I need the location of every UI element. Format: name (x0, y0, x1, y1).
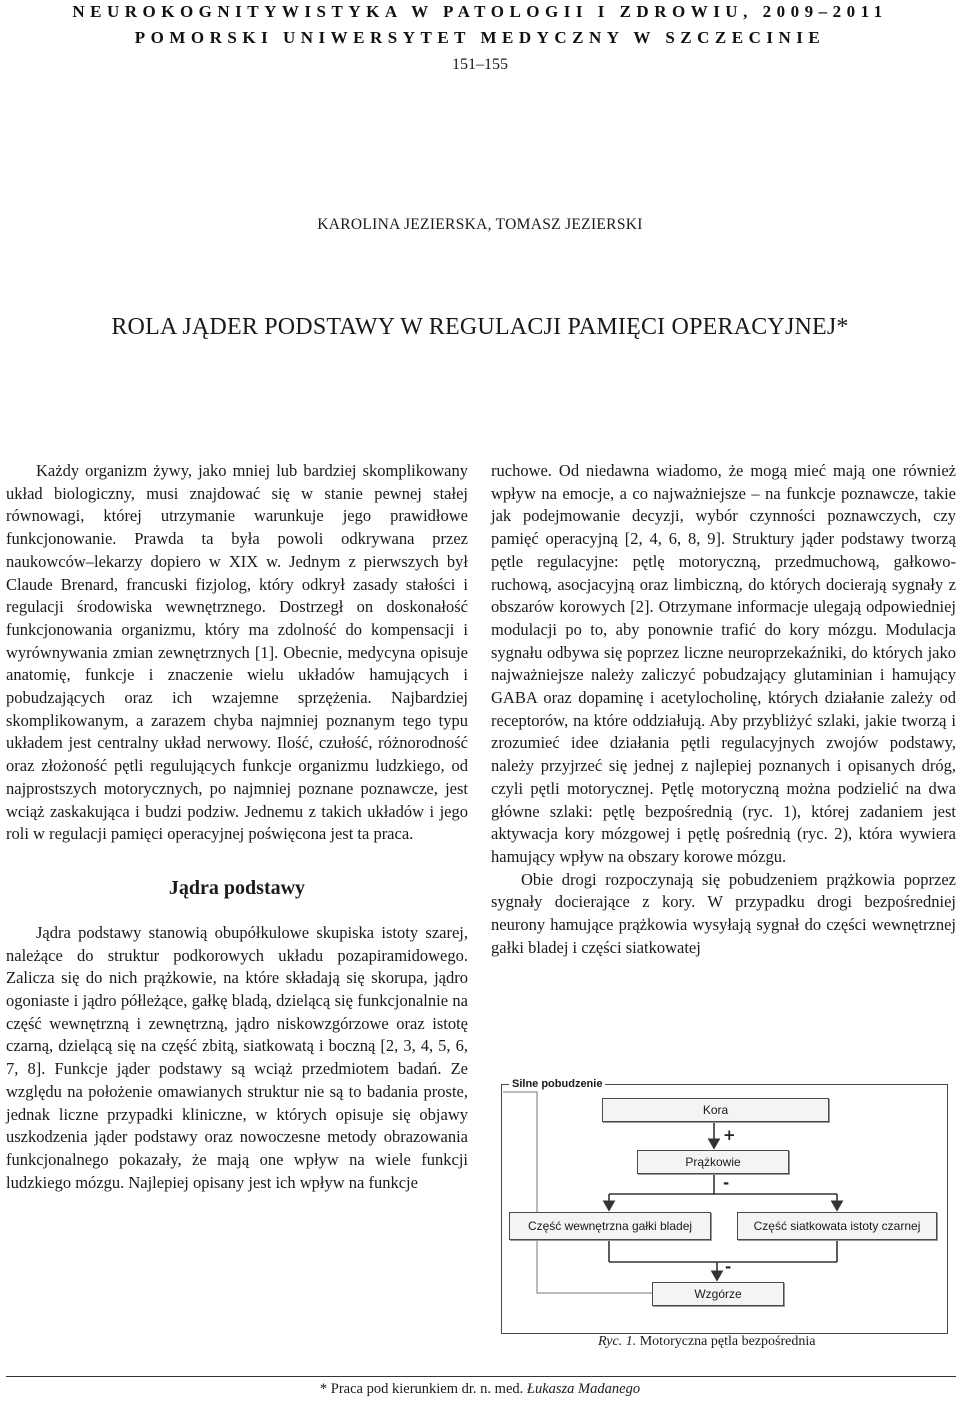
box-striatum: Prążkowie (637, 1150, 789, 1174)
right-column (491, 460, 956, 959)
box-globus-pallidus-internal: Część wewnętrzna gałki bladej (509, 1212, 711, 1240)
continuation-paragraph: ruchowe. Od niedawna wiadomo, że mogą mieć mają one również wpływ na emocje, a co najważniejsze – na funkcje poznawcze, takie jak podejmowanie decyzji, wybór czynności poznawczych, czy pamięć operacyjną [2, 4, 6, 8, 9]. Struktury jąder podstawy tworzą pętle regulacyjne: pętlę motoryczną, przedmuchową, gałkowo-ruchową, asocjacyjną oraz limbiczną, do których docierają sygnały z obszarów korowych [2]. Otrzymane informacje ulegają odpowiedniej modulacji po to, aby ponownie trafić do kory mózgu. Modulacja sygnału odbywa się poprzez liczne neuroprzekaźniki, do których jako najważniejsze należy zaliczyć pobudzający glutaminian i hamujący GABA oraz dopaminę i acetylocholinę, których działanie zależy od receptorów, na które oddziałują. Aby przybliżyć szlaki, jakie tworzą i zrozumieć idee działania pętli regulacyjnych zwojów podstawy, należy przyjrzeć się jednej z najlepiej poznanych i opisanych dróg, czyli pętli motorycznej. Pętlę motoryczną można podzielić na dwa główne szlaki: pętlę bezpośrednią (ryc. 1), której zadaniem jest aktywacja kory mózgowej i pętlę pośrednią (ryc. 2), która wywiera hamujący wpływ na obszary korowe mózgu. (491, 461, 956, 866)
minus-sign-1: - (723, 1174, 730, 1192)
journal-header: NEUROKOGNITYWISTYKA W PATOLOGII I ZDROWIU, 2009–2011 (72, 2, 888, 21)
footnote-supervisor: Łukasza Madanego (526, 1381, 641, 1397)
basal-ganglia-paragraph: Jądra podstawy stanowią obupółkulowe skupiska istoty szarej, należące do struktur podkorowych układu pozapiramidowego. Zalicza się do nich prążkowie, na które składają się skorupa, jądro ogoniaste i jądro półleżące, gałkę bladą, dzielącą się funkcjonalnie na część wewnętrzną i zewnętrzną, jądro niskowzgórzowe oraz istotę czarną, dzielącą się na część zbitą, siatkowatą i boczną [2, 3, 4, 5, 6, 7, 8]. Funkcje jąder podstawy są wciąż przedmiotem badań. Ze względu na położenie omawianych struktur nie są to badania proste, jednak liczne przypadki kliniczne, w których opisuje się objawy uszkodzenia jąder podstawy oraz nowoczesne metody obrazowania funkcjonalnego pokazały, że mają one wpływ na wiele funkcji ludzkiego mózgu. Najlepiej opisany jest ich wpływ na funkcje (6, 922, 468, 1192)
university-header: POMORSKI UNIWERSYTET MEDYCZNY W SZCZECINIE (134, 28, 826, 47)
plus-sign: + (723, 1126, 736, 1144)
article-title: ROLA JĄDER PODSTAWY W REGULACJI PAMIĘCI OPERACYJNEJ* (111, 314, 849, 340)
box-substantia-nigra-reticulata: Część siatkowata istoty czarnej (737, 1212, 937, 1240)
authors: KAROLINA JEZIERSKA, TOMASZ JEZIERSKI (317, 216, 643, 233)
figure-caption-text: Motoryczna pętla bezpośrednia (639, 1334, 816, 1349)
footnote-prefix: * Praca pod kierunkiem dr. n. med. (319, 1381, 524, 1397)
box-thalamus: Wzgórze (652, 1282, 784, 1306)
minus-sign-2: - (725, 1258, 732, 1276)
left-column (6, 460, 468, 1194)
box-cortex: Kora (602, 1098, 829, 1122)
footnote (0, 1381, 960, 1398)
figure-motor-loop (497, 1078, 952, 1338)
pathways-paragraph: Obie drogi rozpoczynają się pobudzeniem prążkowia poprzez sygnały docierające z kory. W przypadku drogi bezpośredniej neurony hamujące prążkowia wysyłają sygnał do części wewnętrznej gałki bladej i części siatkowatej (491, 869, 956, 957)
figure-caption (598, 1334, 815, 1350)
section-heading: Jądra podstawy (168, 876, 306, 899)
figure-caption-label: Ryc. 1. (598, 1334, 637, 1349)
strong-excitation-label: Silne pobudzenie (509, 1078, 605, 1090)
intro-paragraph: Każdy organizm żywy, jako mniej lub bardziej skomplikowany układ biologiczny, musi znajdować się w stanie pewnej stałej równowagi, której utrzymanie warunkuje jego prawidłowe funkcjonowanie. Prawda ta była powoli odkrywana przez naukowców–lekarzy dopiero w XIX w. Jednym z pierwszych był Claude Brenard, francuski fizjolog, który odkrył zasady stałości i regulacji środowiska wewnętrznego. Dostrzegł on doskonałość funkcjonowania organizmu, który ma zdolność do kompensacji i wyrównywania zmian zewnętrznych [1]. Obecnie, medycyna opisuje anatomię, funkcje i znaczenie wielu układów hamujących i pobudzających oraz ich wzajemne sprzężenia. Najbardziej skomplikowanym, a zarazem chyba najmniej poznanym tego typu układem jest centralny układ nerwowy. Ilość, czułość, różnorodność oraz złożoność pętli regulujących funkcje organizmu ludzkiego, od najprostszych motorycznych, po najmniej poznane poznawcze, jest wciąż zaskakująca i budzi podziw. Jednemu z takich układów i jego roli w regulacji pamięci operacyjnej poświęcona jest ta praca. (6, 461, 468, 844)
footnote-divider (6, 1376, 956, 1377)
feedback-line (503, 1092, 652, 1293)
page-range: 151–155 (452, 56, 508, 73)
